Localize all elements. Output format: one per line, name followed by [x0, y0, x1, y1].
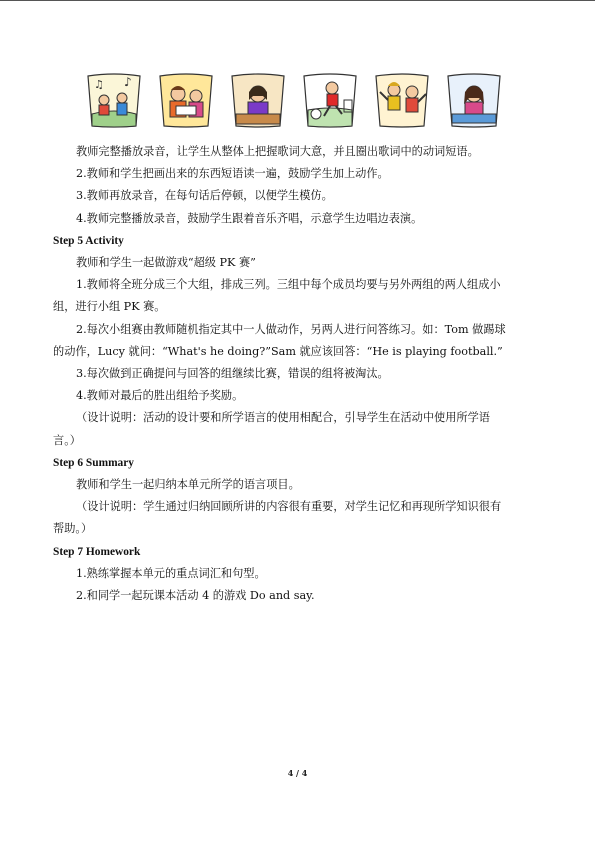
- step5-note-a: （设计说明：活动的设计要和所学语言的使用相配合，引导学生在活动中使用所学语: [76, 411, 490, 425]
- step7-line-2: 2.和同学一起玩课本活动 4 的游戏 Do and say.: [76, 589, 315, 603]
- svg-text:♪: ♪: [124, 75, 132, 89]
- kids-dancing-icon: [372, 70, 432, 130]
- step5-line-2a: 2.每次小组赛由教师随机指定其中一人做动作，另两人进行问答练习。如：Tom 做踢球: [76, 322, 506, 336]
- kids-singing-icon: [156, 70, 216, 130]
- step4-line-1: 教师完整播放录音，让学生从整体上把握歌词大意，并且圈出歌词中的动词短语。: [76, 145, 479, 158]
- step6-note-a: （设计说明：学生通过归纳回顾所讲的内容很有重要，对学生记忆和再现所学知识很有: [76, 500, 502, 514]
- step5-intro: 教师和学生一起做游戏“超级 PK 赛”: [76, 256, 256, 270]
- step6-line-1: 教师和学生一起归纳本单元所学的语言项目。: [76, 478, 300, 492]
- svg-text:♫: ♫: [94, 78, 104, 91]
- step5-note-b: 言。）: [53, 433, 81, 447]
- step4-line-2: 2.教师和学生把画出来的东西短语读一遍，鼓励学生加上动作。: [76, 167, 389, 181]
- step7-heading: Step 7 Homework: [53, 545, 141, 558]
- kid-playing-football-icon: [300, 70, 360, 130]
- step6-heading: Step 6 Summary: [53, 456, 135, 469]
- teacher-singing-icon: [228, 70, 288, 130]
- step5-line-2b: 的动作，Lucy 就问：“What's he doing?”Sam 就应该回答：“He is playing football.”: [53, 344, 503, 358]
- step6-note-b: 帮助。）: [53, 522, 93, 536]
- girl-at-table-icon: [444, 70, 504, 130]
- top-rule: [0, 0, 595, 1]
- step5-line-3: 3.每次做到正确提问与回答的组继续比赛，错误的组将被淘汰。: [76, 367, 389, 381]
- step7-line-1: 1.熟练掌握本单元的重点词汇和句型。: [76, 566, 266, 580]
- step5-heading: Step 5 Activity: [53, 234, 124, 247]
- step4-line-3: 3.教师再放录音，在每句话后停顿，以便学生模仿。: [76, 189, 333, 203]
- document-body: [53, 141, 543, 607]
- music-notes-kids-icon: [84, 70, 144, 130]
- step4-line-4: 4.教师完整播放录音，鼓励学生跟着音乐齐唱，示意学生边唱边表演。: [76, 211, 423, 225]
- step5-line-1b: 组，进行小组 PK 赛。: [53, 300, 166, 314]
- step5-line-1a: 1.教师将全班分成三个大组，排成三列。三组中每个成员均要与另外两组的两人组成小: [76, 278, 501, 292]
- step5-line-4: 4.教师对最后的胜出组给予奖励。: [76, 389, 244, 403]
- illustration-strip: [84, 70, 504, 132]
- page-number: 4 / 4: [287, 768, 308, 778]
